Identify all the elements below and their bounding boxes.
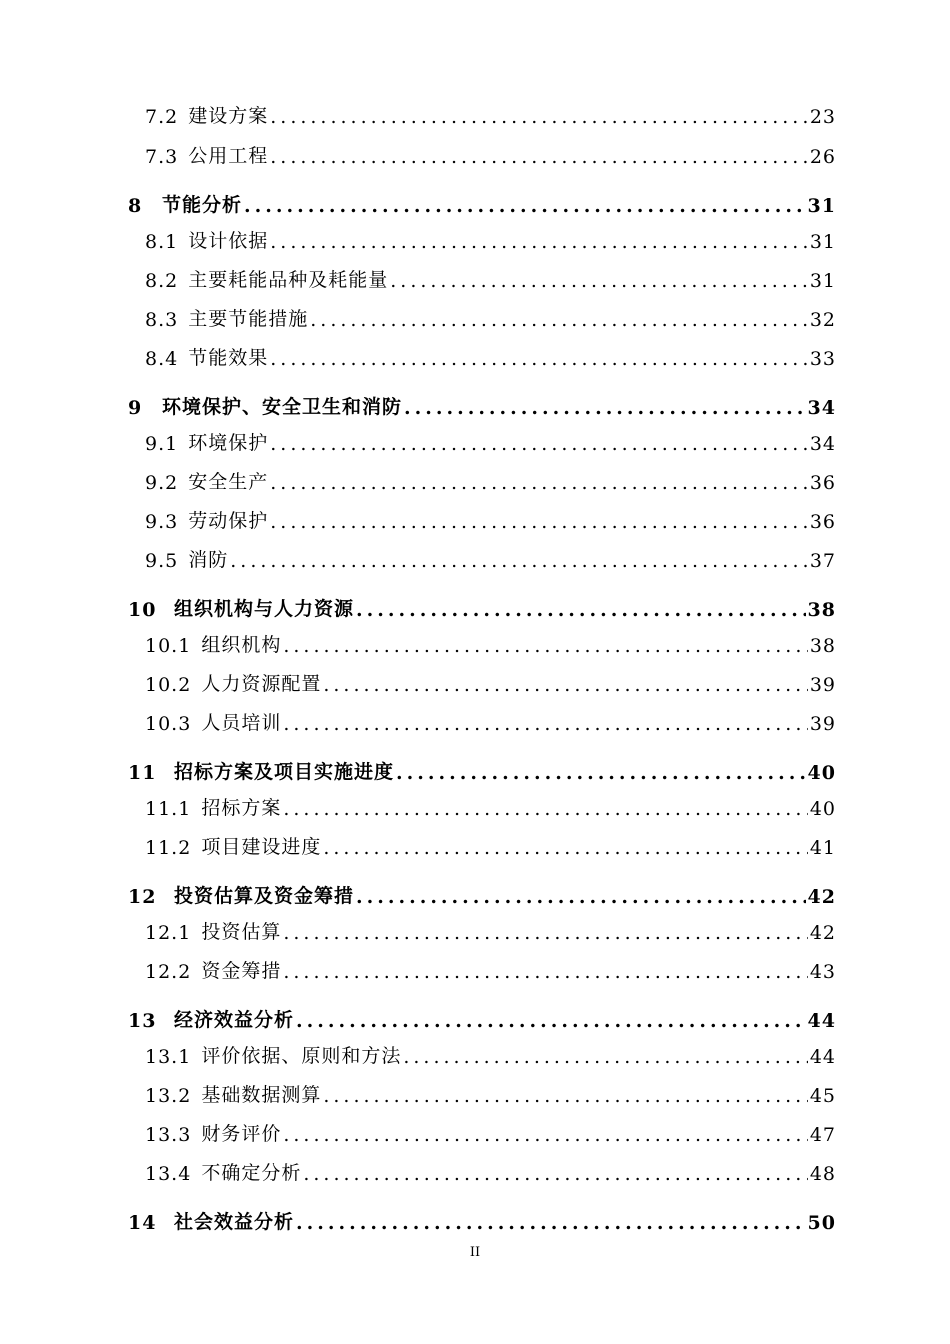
toc-entry-page: 44 xyxy=(807,1010,836,1032)
toc-section-entry[interactable] xyxy=(0,1155,950,1185)
toc-entry-title: 人员培训 xyxy=(201,712,282,734)
toc-entry-title: 资金筹措 xyxy=(201,960,282,982)
toc-entry-page: 39 xyxy=(809,674,836,696)
toc-dot-leader xyxy=(404,397,806,419)
toc-entry-number: 11.1 xyxy=(145,798,192,820)
toc-section-entry[interactable] xyxy=(0,262,950,292)
toc-entry-page: 33 xyxy=(809,348,836,370)
toc-entry-page: 43 xyxy=(809,961,836,983)
toc-section-entry[interactable] xyxy=(0,301,950,331)
toc-entry-page: 50 xyxy=(807,1212,836,1234)
toc-section-entry[interactable] xyxy=(0,914,950,944)
toc-entry-page: 39 xyxy=(809,713,836,735)
toc-section-entry[interactable] xyxy=(0,790,950,820)
toc-entry-page: 31 xyxy=(809,231,836,253)
toc-entry-title: 组织机构与人力资源 xyxy=(174,598,355,620)
toc-section-entry[interactable] xyxy=(0,138,950,168)
toc-dot-leader xyxy=(270,472,808,494)
toc-entry-title: 社会效益分析 xyxy=(174,1211,295,1233)
toc-entry-title: 节能分析 xyxy=(162,194,243,216)
toc-dot-leader xyxy=(323,674,807,696)
toc-entry-number: 10.1 xyxy=(145,635,192,657)
toc-entry-number: 9.1 xyxy=(145,433,179,455)
toc-entry-title: 设计依据 xyxy=(188,230,269,252)
toc-entry-title: 建设方案 xyxy=(188,105,269,127)
toc-entry-title: 公用工程 xyxy=(188,145,269,167)
toc-entry-number: 10.3 xyxy=(145,713,192,735)
toc-entry-page: 40 xyxy=(809,798,836,820)
toc-entry-number: 10 xyxy=(128,599,157,621)
toc-entry-page: 41 xyxy=(809,837,836,859)
toc-section-entry[interactable] xyxy=(0,98,950,128)
toc-chapter-entry[interactable] xyxy=(0,389,950,419)
toc-section-entry[interactable] xyxy=(0,1038,950,1068)
toc-dot-leader xyxy=(390,270,808,292)
toc-chapter-entry[interactable] xyxy=(0,591,950,621)
toc-entry-title: 不确定分析 xyxy=(201,1162,302,1184)
toc-entry-page: 36 xyxy=(809,472,836,494)
toc-dot-leader xyxy=(296,1010,806,1032)
toc-dot-leader xyxy=(283,961,807,983)
toc-dot-leader xyxy=(303,1163,807,1185)
toc-entry-title: 财务评价 xyxy=(201,1123,282,1145)
toc-entry-title: 主要耗能品种及耗能量 xyxy=(188,269,389,291)
toc-entry-number: 12.1 xyxy=(145,922,192,944)
toc-entry-title: 投资估算及资金筹措 xyxy=(174,885,355,907)
toc-section-entry[interactable] xyxy=(0,627,950,657)
toc-entry-number: 8.2 xyxy=(145,270,179,292)
toc-entry-page: 31 xyxy=(809,270,836,292)
toc-chapter-entry[interactable] xyxy=(0,1204,950,1234)
toc-dot-leader xyxy=(283,922,807,944)
toc-section-entry[interactable] xyxy=(0,705,950,735)
toc-entry-number: 13.2 xyxy=(145,1085,192,1107)
toc-dot-leader xyxy=(283,713,807,735)
toc-section-entry[interactable] xyxy=(0,223,950,253)
toc-entry-title: 基础数据测算 xyxy=(201,1084,322,1106)
toc-dot-leader xyxy=(403,1046,807,1068)
toc-section-entry[interactable] xyxy=(0,953,950,983)
toc-entry-number: 11 xyxy=(128,762,157,784)
toc-entry-page: 34 xyxy=(807,397,836,419)
toc-section-entry[interactable] xyxy=(0,503,950,533)
toc-dot-leader xyxy=(323,1085,807,1107)
toc-entry-title: 环境保护 xyxy=(188,432,269,454)
toc-dot-leader xyxy=(310,309,808,331)
toc-dot-leader xyxy=(283,1124,807,1146)
toc-entry-page: 38 xyxy=(807,599,836,621)
toc-entry-title: 节能效果 xyxy=(188,347,269,369)
toc-dot-leader xyxy=(270,348,808,370)
toc-dot-leader xyxy=(296,1212,806,1234)
toc-entry-title: 招标方案 xyxy=(201,797,282,819)
toc-entry-number: 10.2 xyxy=(145,674,192,696)
toc-entry-number: 11.2 xyxy=(145,837,192,859)
toc-dot-leader xyxy=(270,433,808,455)
toc-chapter-entry[interactable] xyxy=(0,878,950,908)
toc-entry-title: 招标方案及项目实施进度 xyxy=(174,761,395,783)
toc-entry-number: 14 xyxy=(128,1212,157,1234)
toc-entry-page: 45 xyxy=(809,1085,836,1107)
toc-entry-page: 34 xyxy=(809,433,836,455)
toc-section-entry[interactable] xyxy=(0,425,950,455)
toc-entry-page: 40 xyxy=(807,762,836,784)
toc-chapter-entry[interactable] xyxy=(0,1002,950,1032)
toc-section-entry[interactable] xyxy=(0,340,950,370)
toc-dot-leader xyxy=(283,635,807,657)
toc-dot-leader xyxy=(270,106,808,128)
toc-dot-leader xyxy=(356,886,806,908)
toc-entry-number: 13.3 xyxy=(145,1124,192,1146)
toc-entry-page: 42 xyxy=(809,922,836,944)
toc-entry-page: 26 xyxy=(809,146,836,168)
toc-entry-page: 48 xyxy=(809,1163,836,1185)
toc-entry-number: 13.1 xyxy=(145,1046,192,1068)
toc-entry-page: 47 xyxy=(809,1124,836,1146)
toc-entry-page: 32 xyxy=(809,309,836,331)
toc-dot-leader xyxy=(230,550,808,572)
toc-dot-leader xyxy=(356,599,806,621)
toc-chapter-entry[interactable] xyxy=(0,187,950,217)
toc-entry-number: 9.3 xyxy=(145,511,179,533)
toc-dot-leader xyxy=(244,195,806,217)
toc-entry-title: 项目建设进度 xyxy=(201,836,322,858)
toc-entry-page: 36 xyxy=(809,511,836,533)
toc-entry-number: 12 xyxy=(128,886,157,908)
toc-entry-number: 8.3 xyxy=(145,309,179,331)
toc-entry-page: 38 xyxy=(809,635,836,657)
toc-entry-number: 9.2 xyxy=(145,472,179,494)
toc-entry-title: 劳动保护 xyxy=(188,510,269,532)
toc-entry-number: 13 xyxy=(128,1010,157,1032)
toc-entry-number: 8.1 xyxy=(145,231,179,253)
toc-section-entry[interactable] xyxy=(0,542,950,572)
toc-entry-number: 13.4 xyxy=(145,1163,192,1185)
toc-dot-leader xyxy=(283,798,807,820)
toc-entry-title: 环境保护、安全卫生和消防 xyxy=(162,396,403,418)
toc-section-entry[interactable] xyxy=(0,1116,950,1146)
toc-entry-page: 42 xyxy=(807,886,836,908)
toc-dot-leader xyxy=(270,146,808,168)
toc-dot-leader xyxy=(270,511,808,533)
toc-entry-page: 23 xyxy=(809,106,836,128)
toc-entry-page: 31 xyxy=(807,195,836,217)
toc-entry-number: 7.2 xyxy=(145,106,179,128)
toc-section-entry[interactable] xyxy=(0,1077,950,1107)
toc-section-entry[interactable] xyxy=(0,666,950,696)
toc-entry-title: 安全生产 xyxy=(188,471,269,493)
toc-entry-title: 人力资源配置 xyxy=(201,673,322,695)
toc-entry-number: 9.5 xyxy=(145,550,179,572)
page-footer-number: II xyxy=(469,1245,481,1260)
toc-dot-leader xyxy=(270,231,808,253)
toc-entry-page: 44 xyxy=(809,1046,836,1068)
toc-entry-title: 评价依据、原则和方法 xyxy=(201,1045,402,1067)
toc-dot-leader xyxy=(323,837,807,859)
toc-entry-title: 投资估算 xyxy=(201,921,282,943)
toc-entry-page: 37 xyxy=(809,550,836,572)
toc-entry-number: 7.3 xyxy=(145,146,179,168)
toc-entry-title: 组织机构 xyxy=(201,634,282,656)
toc-entry-title: 主要节能措施 xyxy=(188,308,309,330)
toc-entry-number: 8.4 xyxy=(145,348,179,370)
toc-entry-number: 12.2 xyxy=(145,961,192,983)
toc-chapter-entry[interactable] xyxy=(0,754,950,784)
toc-section-entry[interactable] xyxy=(0,829,950,859)
toc-entry-number: 9 xyxy=(128,397,143,419)
toc-entry-title: 经济效益分析 xyxy=(174,1009,295,1031)
toc-entry-title: 消防 xyxy=(188,549,229,571)
toc-section-entry[interactable] xyxy=(0,464,950,494)
toc-dot-leader xyxy=(396,762,806,784)
toc-entry-number: 8 xyxy=(128,195,143,217)
